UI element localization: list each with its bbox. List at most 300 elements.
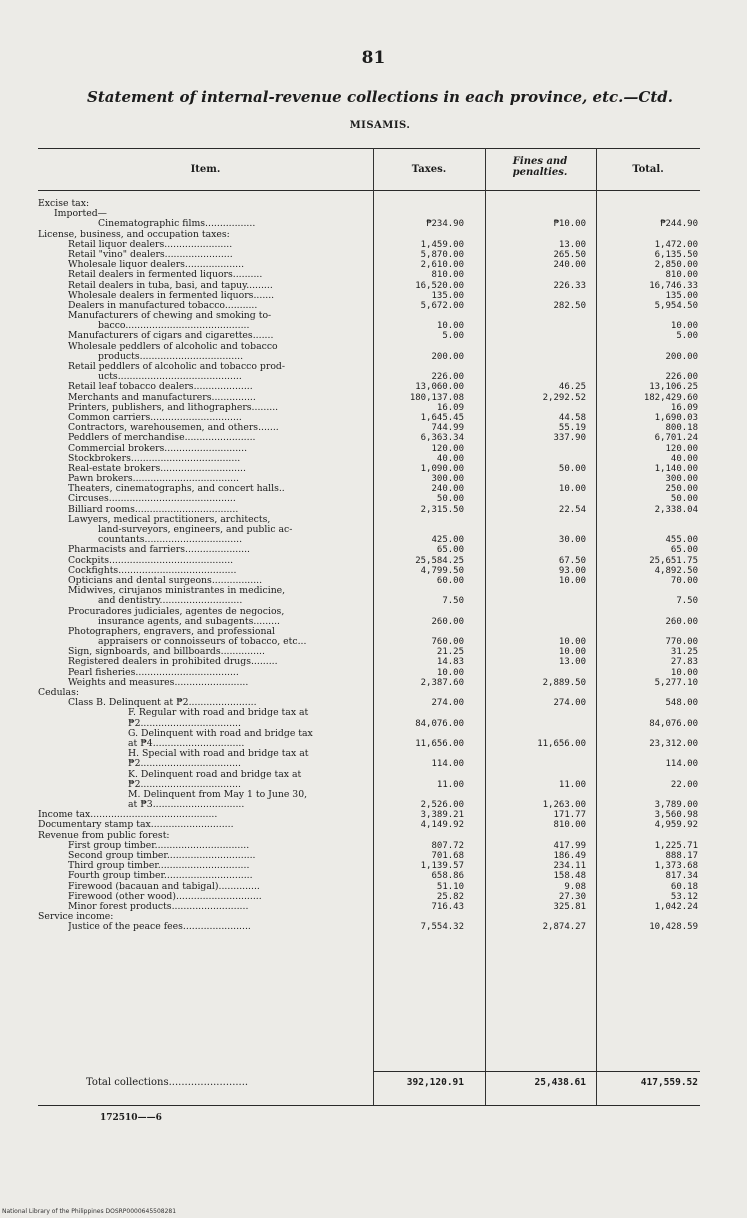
row-total: 65.00 (670, 545, 698, 556)
table-row (38, 596, 700, 606)
row-item-label: Pawn brokers.................................... (68, 474, 240, 485)
row-item-label: Opticians and dental surgeons................. (68, 575, 263, 586)
row-item-label: Third group timber............................... (68, 861, 250, 872)
row-item-label: K. Delinquent road and bridge tax at (128, 769, 302, 780)
row-item-label: Real-estate brokers............................. (68, 463, 246, 474)
province-heading: MISAMIS. (349, 120, 411, 131)
row-total: 84,076.00 (649, 718, 698, 729)
table-row (38, 291, 700, 301)
row-fines: 46.25 (558, 382, 586, 393)
table-row (38, 209, 700, 219)
page-number: 81 (361, 48, 386, 68)
table-row (38, 362, 700, 372)
row-taxes: 226.00 (431, 372, 464, 383)
total-taxes: 392,120.91 (406, 1077, 464, 1088)
table-row (38, 841, 700, 851)
row-fines: 240.00 (553, 260, 586, 271)
row-total: 114.00 (665, 759, 698, 770)
row-item-label: Manufacturers of cigars and cigarettes....... (68, 331, 274, 342)
row-total: 3,560.98 (654, 810, 698, 821)
row-item-label: Minor forest products.......................... (68, 901, 249, 912)
row-total: 4,959.92 (654, 820, 698, 831)
row-fines: 13.00 (558, 657, 586, 668)
row-item-label: ucts.......................................... (98, 372, 242, 383)
header-bottom-rule (38, 190, 700, 191)
row-total: 455.00 (665, 535, 698, 546)
col-header-taxes: Taxes. (411, 164, 447, 175)
row-total: 70.00 (670, 575, 698, 586)
table-row (38, 770, 700, 780)
row-total: 770.00 (665, 637, 698, 648)
row-fines: 158.48 (553, 871, 586, 882)
row-item-label: Cedulas: (38, 688, 79, 698)
table-row (38, 505, 700, 515)
row-taxes: 2,387.60 (420, 677, 464, 688)
row-total: 16.09 (670, 402, 698, 413)
row-taxes: 658.86 (431, 871, 464, 882)
table-row (38, 861, 700, 871)
table-row (38, 454, 700, 464)
table-row (38, 719, 700, 729)
row-fines: 234.11 (553, 861, 586, 872)
row-taxes: 1,459.00 (420, 239, 464, 250)
row-taxes: 25.82 (436, 891, 464, 902)
row-taxes: 701.68 (431, 851, 464, 861)
row-taxes: 2,315.50 (420, 504, 464, 515)
row-total: 5,277.10 (654, 677, 698, 688)
row-total: 6,701.24 (654, 433, 698, 444)
row-item-label: Printers, publishers, and lithographers......... (68, 402, 279, 413)
table-row (38, 820, 700, 830)
row-item-label: Manufacturers of chewing and smoking to- (68, 311, 272, 322)
row-taxes: 2,526.00 (420, 800, 464, 811)
row-taxes: 10.00 (436, 321, 464, 332)
row-total: 548.00 (665, 698, 698, 709)
table-row (38, 912, 700, 922)
row-total: 182,429.60 (643, 392, 698, 403)
row-total: 300.00 (665, 474, 698, 485)
row-fines: 13.00 (558, 239, 586, 250)
row-taxes: 11,656.00 (415, 738, 464, 749)
total-row (38, 1075, 700, 1091)
table-row (38, 321, 700, 331)
row-total: 10.00 (670, 667, 698, 678)
table-row (38, 556, 700, 566)
row-item-label: Pearl fisheries................................... (68, 667, 239, 678)
table-row (38, 515, 700, 525)
row-item-label: land-surveyors, engineers, and public ac- (98, 525, 293, 535)
table-row (38, 647, 700, 657)
row-item-label: Registered dealers in prohibited drugs......... (68, 657, 278, 668)
row-total: 1,472.00 (654, 239, 698, 250)
row-total: 5,954.50 (654, 300, 698, 311)
row-total: 4,892.50 (654, 565, 698, 576)
row-taxes: 4,799.50 (420, 565, 464, 576)
row-taxes: 13,060.00 (415, 382, 464, 393)
row-fines: 10.00 (558, 484, 586, 495)
row-item-label: products................................... (98, 351, 244, 362)
row-item-label: First group timber................................ (68, 840, 250, 851)
row-item-label: Cockfights........................................ (68, 565, 237, 576)
row-fines: 186.49 (553, 851, 586, 861)
row-fines: 417.99 (553, 840, 586, 851)
table-row (38, 708, 700, 718)
table-row (38, 484, 700, 494)
table-row (38, 301, 700, 311)
table-row (38, 882, 700, 892)
row-taxes: 260.00 (431, 616, 464, 627)
table-row (38, 230, 700, 240)
row-item-label: Imported— (54, 209, 107, 220)
printer-mark: 172510——6 (100, 1113, 162, 1123)
row-fines: 11,656.00 (537, 738, 586, 749)
row-taxes: 716.43 (431, 901, 464, 912)
row-item-label: G. Delinquent with road and bridge tax (128, 728, 313, 739)
row-item-label: H. Special with road and bridge tax at (128, 749, 309, 760)
row-item-label: at ₱4............................... (128, 738, 245, 749)
row-item-label: Peddlers of merchandise........................ (68, 433, 256, 444)
row-item-label: Documentary stamp tax............................ (38, 820, 234, 831)
row-item-label: Billiard rooms................................... (68, 504, 239, 515)
col-header-total: Total. (632, 164, 664, 175)
table-row (38, 464, 700, 474)
table-row (38, 433, 700, 443)
row-item-label: Stockbrokers..................................... (68, 453, 241, 464)
row-taxes: ₱234.90 (426, 219, 464, 230)
row-total: 250.00 (665, 484, 698, 495)
row-item-label: and dentistry............................ (98, 596, 243, 607)
row-taxes: 50.00 (436, 494, 464, 505)
row-total: 23,312.00 (649, 738, 698, 749)
row-item-label: Cockpits.......................................... (68, 555, 234, 566)
row-fines: 50.00 (558, 463, 586, 474)
row-total: 50.00 (670, 494, 698, 505)
table-row (38, 759, 700, 769)
row-total: 6,135.50 (654, 249, 698, 260)
row-fines: 67.50 (558, 555, 586, 566)
row-taxes: 760.00 (431, 637, 464, 648)
table-body (38, 199, 700, 933)
row-total: 226.00 (665, 372, 698, 383)
row-item-label: Retail liquor dealers....................... (68, 239, 233, 250)
row-taxes: 300.00 (431, 474, 464, 485)
row-taxes: 14.83 (436, 657, 464, 668)
row-total: 2,338.04 (654, 504, 698, 515)
row-total: 53.12 (670, 891, 698, 902)
row-item-label: Excise tax: (38, 199, 90, 209)
table-row (38, 576, 700, 586)
col-header-fines: Fines and penalties. (512, 156, 568, 178)
row-total: 31.25 (670, 647, 698, 658)
table-row (38, 871, 700, 881)
row-taxes: 200.00 (431, 351, 464, 362)
table-row (38, 637, 700, 647)
row-item-label: insurance agents, and subagents......... (98, 616, 280, 627)
table-row (38, 240, 700, 250)
row-item-label: Midwives, cirujanos ministrantes in medicine, (68, 586, 286, 597)
row-total: 5.00 (676, 331, 698, 342)
row-item-label: Income tax........................................... (38, 810, 218, 821)
row-fines: 10.00 (558, 647, 586, 658)
table-bottom-rule (38, 1105, 700, 1106)
table-row (38, 688, 700, 698)
row-taxes: 7,554.32 (420, 922, 464, 933)
row-item-label: Wholesale dealers in fermented liquors....... (68, 290, 275, 301)
row-item-label: appraisers or connoisseurs of tobacco, etc... (98, 637, 307, 648)
row-item-label: ₱2.................................. (128, 779, 241, 790)
row-item-label: Justice of the peace fees....................... (68, 922, 251, 933)
row-total: 1,042.24 (654, 901, 698, 912)
table-row (38, 678, 700, 688)
row-total: 10.00 (670, 321, 698, 332)
table-row (38, 342, 700, 352)
row-taxes: 21.25 (436, 647, 464, 658)
row-total: 7.50 (676, 596, 698, 607)
row-total: 817.34 (665, 871, 698, 882)
table-row (38, 698, 700, 708)
table-row (38, 668, 700, 678)
row-item-label: bacco.......................................... (98, 321, 250, 332)
table-row (38, 352, 700, 362)
row-item-label: Wholesale liquor dealers.................... (68, 260, 245, 271)
table-row (38, 525, 700, 535)
table-row (38, 892, 700, 902)
row-taxes: 25,584.25 (415, 555, 464, 566)
row-total: 810.00 (665, 270, 698, 281)
row-total: 260.00 (665, 616, 698, 627)
row-taxes: 5,870.00 (420, 249, 464, 260)
row-fines: 55.19 (558, 423, 586, 434)
row-fines: 9.08 (564, 881, 586, 892)
row-taxes: 7.50 (442, 596, 464, 607)
table-row (38, 922, 700, 932)
table-row (38, 281, 700, 291)
row-total: 1,373.68 (654, 861, 698, 872)
row-total: 16,746.33 (649, 280, 698, 291)
table-row (38, 413, 700, 423)
source-line: National Library of the Philippines DOSRP0000645508281 (2, 1208, 177, 1215)
row-item-label: Class B. Delinquent at ₱2....................... (68, 698, 257, 709)
row-item-label: F. Regular with road and bridge tax at (128, 708, 309, 719)
total-fines: 25,438.61 (534, 1077, 586, 1088)
row-total: 10,428.59 (649, 922, 698, 933)
row-item-label: Retail leaf tobacco dealers.................... (68, 382, 253, 393)
table-row (38, 566, 700, 576)
row-taxes: 84,076.00 (415, 718, 464, 729)
row-taxes: 40.00 (436, 453, 464, 464)
row-item-label: Second group timber.............................. (68, 851, 256, 861)
row-fines: 2,889.50 (542, 677, 586, 688)
row-total: 200.00 (665, 351, 698, 362)
row-total: 1,690.03 (654, 412, 698, 423)
table-row (38, 902, 700, 912)
table-row (38, 545, 700, 555)
row-fines: 810.00 (553, 820, 586, 831)
table-row (38, 657, 700, 667)
row-taxes: 744.99 (431, 423, 464, 434)
row-taxes: 1,645.45 (420, 412, 464, 423)
table-row (38, 444, 700, 454)
table-row (38, 586, 700, 596)
table-row (38, 627, 700, 637)
table-row (38, 607, 700, 617)
row-taxes: 5,672.00 (420, 300, 464, 311)
table-row (38, 423, 700, 433)
row-taxes: 120.00 (431, 443, 464, 454)
row-taxes: 16.09 (436, 402, 464, 413)
row-total: 22.00 (670, 779, 698, 790)
table-row (38, 739, 700, 749)
row-item-label: Fourth group timber.............................. (68, 871, 253, 882)
total-top-rule (373, 1071, 700, 1072)
row-item-label: Sign, signboards, and billboards............... (68, 647, 265, 658)
row-taxes: 16,520.00 (415, 280, 464, 291)
row-fines: 171.77 (553, 810, 586, 821)
table-row (38, 331, 700, 341)
row-fines: 265.50 (553, 249, 586, 260)
table-row (38, 535, 700, 545)
row-total: 800.18 (665, 423, 698, 434)
row-item-label: Service income: (38, 912, 114, 923)
row-fines: 282.50 (553, 300, 586, 311)
col-header-item: Item. (190, 164, 221, 175)
row-item-label: Procuradores judiciales, agentes de negocios, (68, 606, 285, 617)
row-item-label: Retail peddlers of alcoholic and tobacco prod- (68, 362, 286, 372)
table-row (38, 219, 700, 229)
row-taxes: 274.00 (431, 698, 464, 709)
row-taxes: 2,610.00 (420, 260, 464, 271)
row-taxes: 810.00 (431, 270, 464, 281)
table-row (38, 729, 700, 739)
row-item-label: Firewood (bacauan and tabigal).............. (68, 881, 260, 892)
row-taxes: 51.10 (436, 881, 464, 892)
row-total: 1,225.71 (654, 840, 698, 851)
row-total: 60.18 (670, 881, 698, 892)
table-row (38, 851, 700, 861)
row-taxes: 11.00 (436, 779, 464, 790)
table-row (38, 617, 700, 627)
row-item-label: Retail "vino" dealers....................... (68, 249, 233, 260)
table-row (38, 270, 700, 280)
row-item-label: Pharmacists and farriers...................... (68, 545, 251, 556)
row-taxes: 65.00 (436, 545, 464, 556)
page-title: Statement of internal-revenue collections in each province, etc.—Ctd. (87, 88, 673, 106)
row-taxes: 60.00 (436, 575, 464, 586)
row-item-label: Firewood (other wood)............................. (68, 891, 262, 902)
table-row (38, 382, 700, 392)
table-row (38, 780, 700, 790)
total-label: Total collections......................... (86, 1077, 249, 1088)
row-fines: 27.30 (558, 891, 586, 902)
row-fines: 274.00 (553, 698, 586, 709)
row-item-label: Commercial brokers............................ (68, 443, 248, 454)
total-grand: 417,559.52 (640, 1077, 698, 1088)
row-fines: 1,263.00 (542, 800, 586, 811)
row-item-label: Dealers in manufactured tobacco........... (68, 300, 258, 311)
row-taxes: 10.00 (436, 667, 464, 678)
row-item-label: Retail dealers in tuba, basi, and tapuy......... (68, 280, 273, 291)
row-item-label: Lawyers, medical practitioners, architects, (68, 514, 271, 525)
row-fines: 22.54 (558, 504, 586, 515)
row-fines: 44.58 (558, 412, 586, 423)
row-taxes: 135.00 (431, 290, 464, 301)
row-item-label: Retail dealers in fermented liquors.......... (68, 270, 263, 281)
row-total: 13,106.25 (649, 382, 698, 393)
row-fines: 11.00 (558, 779, 586, 790)
table-row (38, 403, 700, 413)
row-item-label: Revenue from public forest: (38, 830, 170, 841)
table-row (38, 199, 700, 209)
row-fines: 10.00 (558, 637, 586, 648)
row-taxes: 3,389.21 (420, 810, 464, 821)
table-row (38, 311, 700, 321)
row-fines: 2,292.52 (542, 392, 586, 403)
table-row (38, 393, 700, 403)
row-item-label: License, business, and occupation taxes: (38, 229, 230, 240)
row-item-label: Common carriers............................... (68, 412, 242, 423)
row-taxes: 240.00 (431, 484, 464, 495)
row-item-label: ₱2.................................. (128, 718, 241, 729)
row-total: 1,140.00 (654, 463, 698, 474)
table-row (38, 260, 700, 270)
row-fines: 226.33 (553, 280, 586, 291)
table-top-rule (38, 148, 700, 149)
row-fines: 30.00 (558, 535, 586, 546)
row-item-label: countants................................. (98, 535, 243, 546)
row-total: 3,789.00 (654, 800, 698, 811)
row-total: 25,651.75 (649, 555, 698, 566)
row-item-label: at ₱3............................... (128, 800, 245, 811)
row-total: 120.00 (665, 443, 698, 454)
row-fines: ₱10.00 (553, 219, 586, 230)
row-fines: 325.81 (553, 901, 586, 912)
table-row (38, 250, 700, 260)
row-total: 2,850.00 (654, 260, 698, 271)
row-total: 27.83 (670, 657, 698, 668)
row-item-label: ₱2.................................. (128, 759, 241, 770)
row-item-label: Merchants and manufacturers............... (68, 392, 256, 403)
row-item-label: Photographers, engravers, and professional (68, 626, 275, 637)
table-row (38, 790, 700, 800)
row-total: 40.00 (670, 453, 698, 464)
row-fines: 337.90 (553, 433, 586, 444)
row-taxes: 180,137.08 (409, 392, 464, 403)
row-taxes: 1,139.57 (420, 861, 464, 872)
table-row (38, 810, 700, 820)
table-row (38, 831, 700, 841)
row-item-label: Contractors, warehousemen, and others....... (68, 423, 279, 434)
row-taxes: 114.00 (431, 759, 464, 770)
row-taxes: 6,363.34 (420, 433, 464, 444)
row-fines: 93.00 (558, 565, 586, 576)
row-taxes: 4,149.92 (420, 820, 464, 831)
row-taxes: 425.00 (431, 535, 464, 546)
table-row (38, 749, 700, 759)
row-taxes: 1,090.00 (420, 463, 464, 474)
row-total: 135.00 (665, 290, 698, 301)
table-row (38, 372, 700, 382)
row-item-label: Weights and measures......................... (68, 677, 249, 688)
row-item-label: Circuses........................................... (68, 494, 236, 505)
row-total: ₱244.90 (660, 219, 698, 230)
row-item-label: Cinematographic films................. (98, 219, 256, 230)
row-fines: 2,874.27 (542, 922, 586, 933)
row-taxes: 807.72 (431, 840, 464, 851)
table-row (38, 474, 700, 484)
row-total: 888.17 (665, 851, 698, 861)
row-item-label: Wholesale peddlers of alcoholic and tobacco (68, 341, 278, 352)
table-row (38, 494, 700, 504)
